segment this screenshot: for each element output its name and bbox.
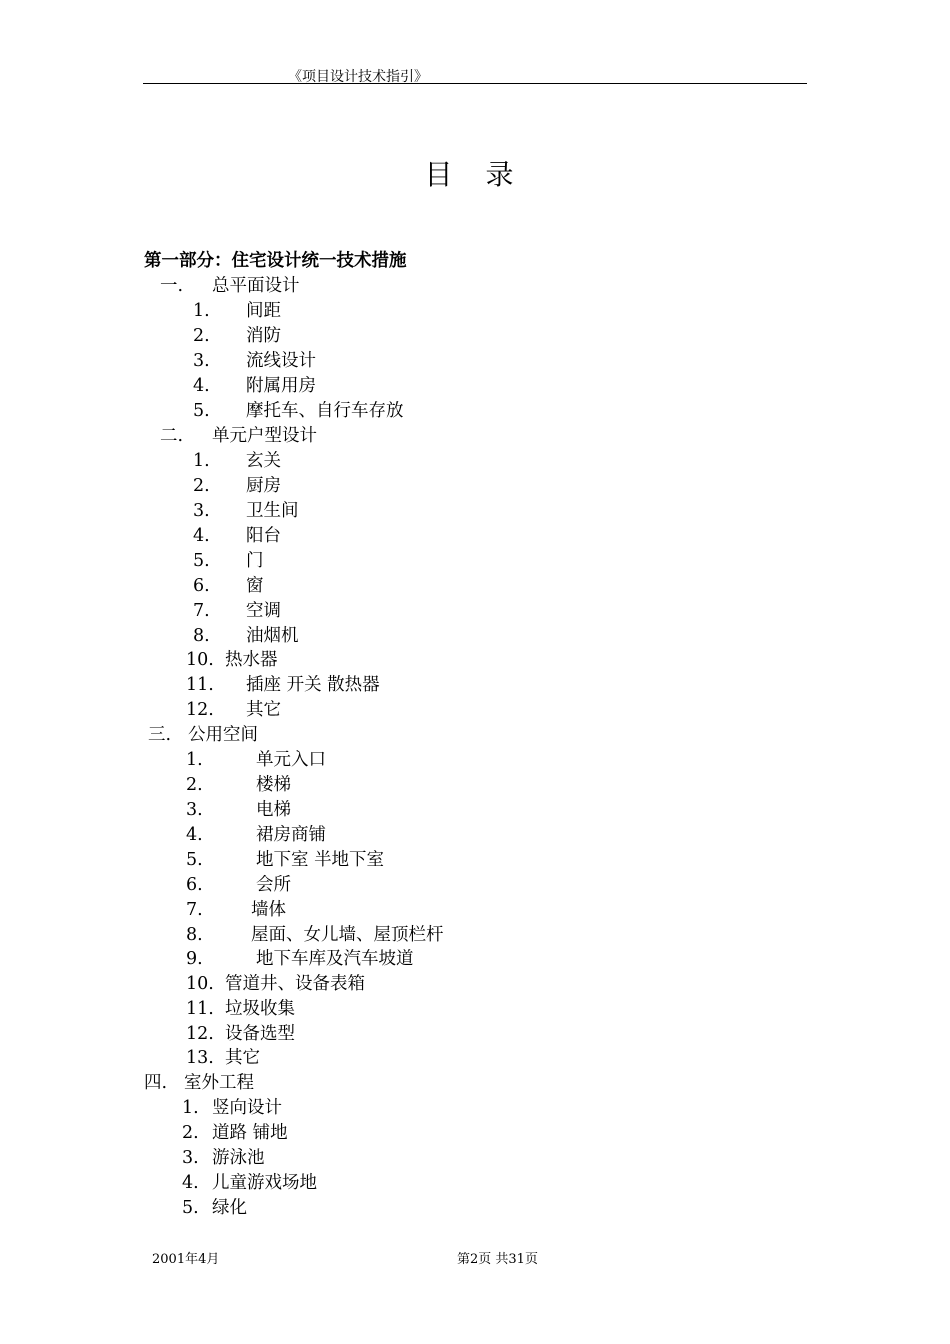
item-number: 2. <box>193 326 210 346</box>
item-text: 楼梯 <box>256 775 291 795</box>
section-heading <box>144 1071 254 1095</box>
list-item <box>193 349 316 373</box>
section-number: 二. <box>160 426 184 446</box>
list-item <box>186 823 326 847</box>
list-item <box>193 324 281 348</box>
section-number: 四. <box>144 1073 168 1093</box>
footer-page-number: 第2页 共31页 <box>457 1252 538 1267</box>
item-text: 玄关 <box>246 451 281 471</box>
item-text: 管道井、设备表箱 <box>225 974 365 994</box>
item-number: 1. <box>193 451 210 471</box>
list-item <box>182 1171 317 1195</box>
item-number: 5. <box>186 850 203 870</box>
section-title: 单元户型设计 <box>212 426 317 446</box>
item-number: 11. <box>186 999 214 1019</box>
list-item <box>193 574 264 598</box>
list-item <box>186 923 444 947</box>
item-text: 会所 <box>256 875 291 895</box>
item-number: 12. <box>186 700 214 720</box>
item-text: 垃圾收集 <box>225 999 295 1019</box>
item-number: 7. <box>193 601 210 621</box>
item-text: 墙体 <box>251 900 286 920</box>
item-text: 地下车库及汽车坡道 <box>256 949 414 969</box>
item-text: 其它 <box>246 700 281 720</box>
item-number: 4. <box>193 376 210 396</box>
list-item <box>186 1022 295 1046</box>
list-item <box>186 997 295 1021</box>
list-item <box>186 947 414 971</box>
item-number: 3. <box>182 1148 199 1168</box>
section-number: 三. <box>148 725 172 745</box>
list-item <box>193 474 281 498</box>
section-heading <box>160 274 300 298</box>
item-text: 流线设计 <box>246 351 316 371</box>
item-text: 厨房 <box>246 476 281 496</box>
item-text: 地下室 半地下室 <box>256 850 385 870</box>
item-text: 儿童游戏场地 <box>212 1173 317 1193</box>
item-text: 附属用房 <box>246 376 316 396</box>
item-number: 2. <box>186 775 203 795</box>
item-number: 8. <box>186 925 203 945</box>
section-heading <box>160 424 317 448</box>
item-number: 3. <box>186 800 203 820</box>
item-number: 2. <box>182 1123 199 1143</box>
item-number: 12. <box>186 1024 214 1044</box>
item-number: 5. <box>193 401 210 421</box>
header-title: 《项目设计技术指引》 <box>288 69 428 85</box>
item-text: 门 <box>246 551 264 571</box>
item-text: 消防 <box>246 326 281 346</box>
item-number: 1. <box>182 1098 199 1118</box>
list-item <box>186 673 380 697</box>
item-number: 1. <box>193 301 210 321</box>
item-number: 10. <box>186 650 214 670</box>
item-number: 6. <box>186 875 203 895</box>
item-text: 空调 <box>246 601 281 621</box>
list-item <box>182 1146 265 1170</box>
item-number: 2. <box>193 476 210 496</box>
item-number: 13. <box>186 1048 214 1068</box>
item-text: 设备选型 <box>225 1024 295 1044</box>
document-title: 目 录 <box>424 158 526 191</box>
item-text: 屋面、女儿墙、屋顶栏杆 <box>251 925 444 945</box>
item-text: 阳台 <box>246 526 281 546</box>
list-item <box>186 1046 260 1070</box>
item-text: 竖向设计 <box>212 1098 282 1118</box>
item-number: 7. <box>186 900 203 920</box>
item-number: 3. <box>193 351 210 371</box>
item-text: 电梯 <box>256 800 291 820</box>
item-text: 间距 <box>246 301 281 321</box>
item-text: 绿化 <box>212 1198 247 1218</box>
part-title: 第一部分：住宅设计统一技术措施 <box>144 251 407 271</box>
list-item <box>193 599 281 623</box>
item-number: 11. <box>186 675 214 695</box>
list-item <box>186 848 384 872</box>
item-number: 5. <box>193 551 210 571</box>
list-item <box>186 798 291 822</box>
list-item <box>193 299 281 323</box>
item-text: 摩托车、自行车存放 <box>246 401 404 421</box>
item-number: 3. <box>193 501 210 521</box>
section-title: 室外工程 <box>184 1073 254 1093</box>
list-item <box>193 399 404 423</box>
item-text: 游泳池 <box>212 1148 265 1168</box>
item-number: 6. <box>193 576 210 596</box>
footer-date: 2001年4月 <box>152 1252 220 1267</box>
section-heading <box>148 723 258 747</box>
item-number: 4. <box>186 825 203 845</box>
item-text: 油烟机 <box>246 626 299 646</box>
item-text: 插座 开关 散热器 <box>246 675 380 695</box>
item-text: 裙房商铺 <box>256 825 326 845</box>
list-item <box>186 898 286 922</box>
list-item <box>186 873 291 897</box>
item-number: 9. <box>186 949 203 969</box>
list-item <box>193 449 281 473</box>
list-item <box>193 549 264 573</box>
list-item <box>186 698 281 722</box>
list-item <box>186 773 291 797</box>
list-item <box>186 972 365 996</box>
section-title: 总平面设计 <box>212 276 300 296</box>
item-number: 8. <box>193 626 210 646</box>
section-title: 公用空间 <box>188 725 258 745</box>
item-text: 道路 铺地 <box>212 1123 288 1143</box>
list-item <box>182 1196 247 1220</box>
item-text: 卫生间 <box>246 501 299 521</box>
item-text: 单元入口 <box>256 750 326 770</box>
list-item <box>186 648 278 672</box>
header-rule <box>143 83 807 84</box>
list-item <box>193 374 316 398</box>
list-item <box>193 499 299 523</box>
item-text: 其它 <box>225 1048 260 1068</box>
list-item <box>182 1096 282 1120</box>
item-number: 4. <box>182 1173 199 1193</box>
list-item <box>182 1121 288 1145</box>
item-text: 窗 <box>246 576 264 596</box>
list-item <box>193 624 299 648</box>
item-number: 1. <box>186 750 203 770</box>
item-number: 4. <box>193 526 210 546</box>
item-text: 热水器 <box>225 650 278 670</box>
item-number: 5. <box>182 1198 199 1218</box>
section-number: 一. <box>160 276 184 296</box>
item-number: 10. <box>186 974 214 994</box>
list-item <box>186 748 326 772</box>
list-item <box>193 524 281 548</box>
